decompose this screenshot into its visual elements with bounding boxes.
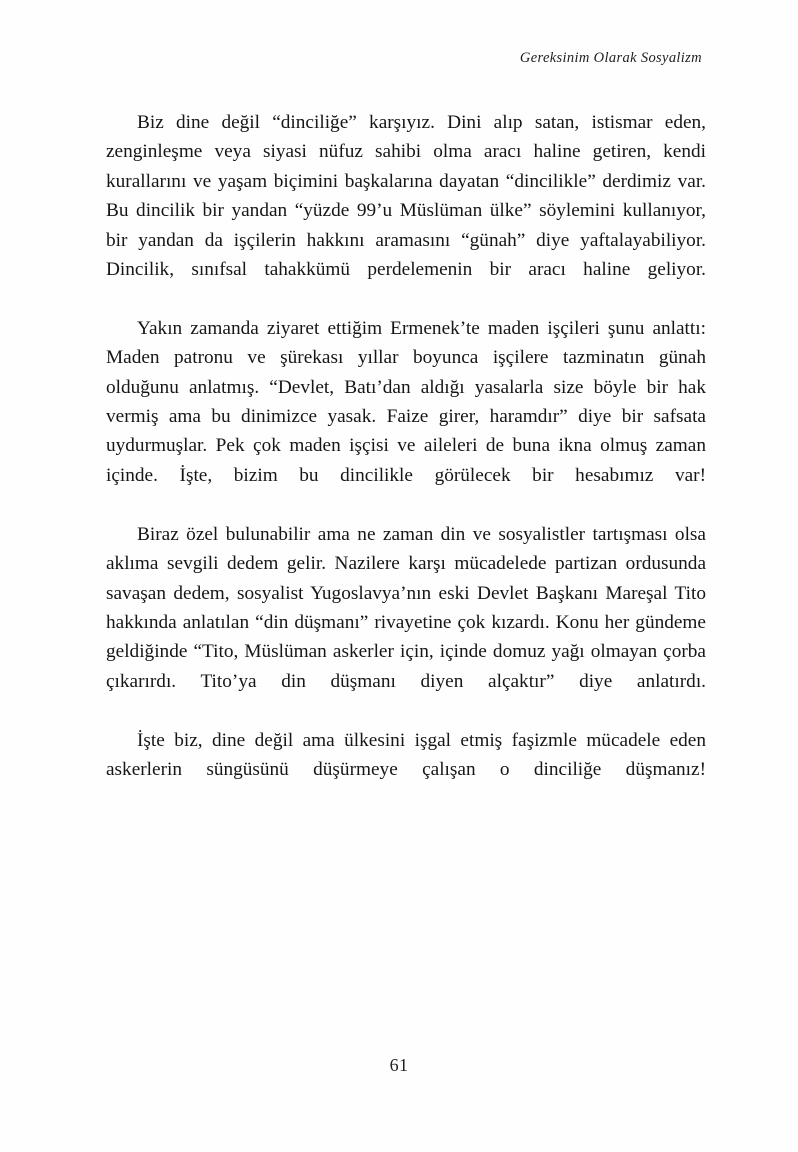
running-head: Gereksinim Olarak Sosyalizm [519, 50, 702, 66]
paragraph: İşte biz, dine değil ama ülkesini işgal etmiş faşizmle mücadele eden askerlerin süngüsünü düşürmeye çalışan o dinciliğe düşmanız! [106, 729, 706, 780]
page-number: 61 [389, 1055, 409, 1075]
paragraph: Biz dine değil “dinciliğe” karşıyız. Dini alıp satan, istismar eden, zenginleşme veya siyasi nüfuz sahibi olma aracı haline getiren, kendi kurallarını ve yaşam biçimini başkalarına dayatan “dincilikle” derdimiz var. Bu dincilik bir yandan “yüzde 99’u Müslüman ülke” söylemini kullanıyor, bir yandan da işçilerin hakkını aramasını “günah” diye yaftalayabiliyor. Dincilik, sınıfsal tahakkümü perdelemenin bir aracı haline geliyor. [106, 112, 706, 281]
paragraph: Biraz özel bulunabilir ama ne zaman din ve sosyalistler tartışması olsa aklıma sevgili dedem gelir. Nazilere karşı mücadelede partizan ordusunda savaşan dedem, sosyalist Yugoslavya’nın eski Devlet Başkanı Mareşal Tito hakkında anlatılan “din düşmanı” rivayetine çok kızardı. Konu her gündeme geldiğinde “Tito, Müslüman askerler için, içinde domuz yağı olmayan çorba çıkarırdı. Tito’ya din düşmanı diyen alçaktır” diye anlatırdı. [106, 523, 706, 692]
body-text-block [106, 108, 706, 814]
paragraph: Yakın zamanda ziyaret ettiğim Ermenek’te maden işçileri şunu anlattı: Maden patronu ve şürekası yıllar boyunca işçilere tazminatın günah olduğunu anlatmış. “Devlet, Batı’dan aldığı yasalarla size böyle bir hak vermiş ama bu dinimizce yasak. Faize girer, haramdır” diye bir safsata uydurmuşlar. Pek çok maden işçisi ve aileleri de buna ikna olmuş zaman içinde. İşte, bizim bu dincilikle görülecek bir hesabımız var! [106, 317, 706, 486]
